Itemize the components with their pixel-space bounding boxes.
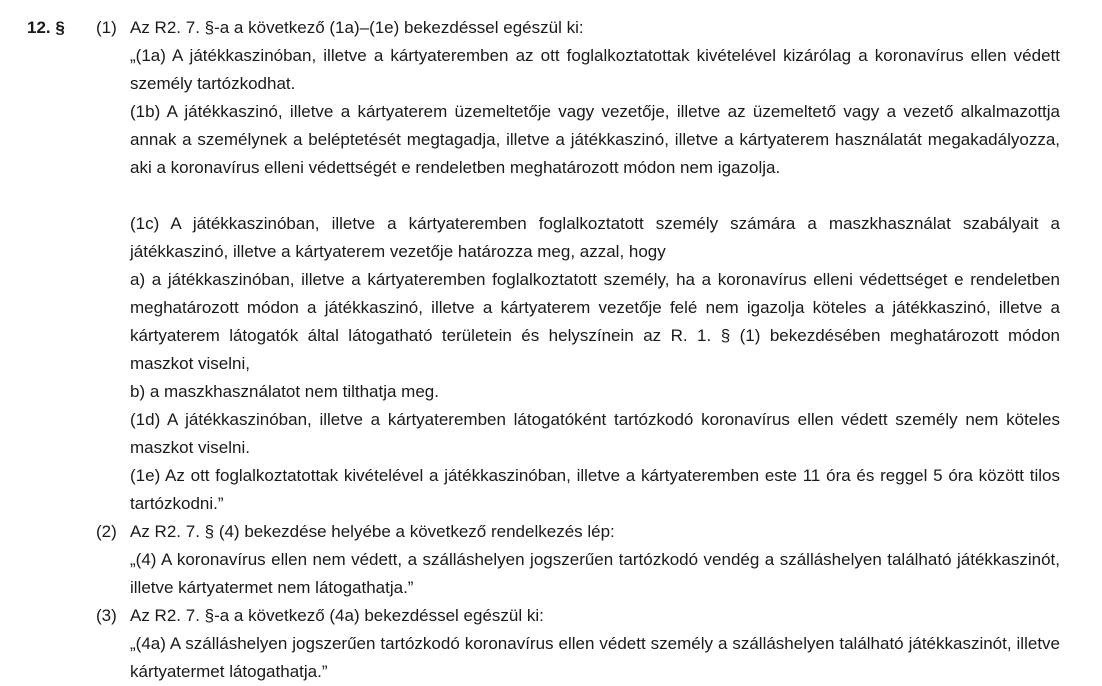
amendment-1d: (1d) A játékkaszinóban, illetve a kártyateremben látogatóként tartózkodó koronavírus ellen védett személy nem köteles maszkot viselni. <box>130 410 1060 457</box>
paragraph-number: (1) <box>96 18 117 37</box>
amendment-4: „(4) A koronavírus ellen nem védett, a szálláshelyen jogszerűen tartózkodó vendég a szálláshelyen található játékkaszinót, illetve kártyatermet nem látogathatja.” <box>130 550 1060 597</box>
amendment-1c: (1c) A játékkaszinóban, illetve a kártyateremben foglalkoztatott személy számára a maszkhasználat szabályait a játékkaszinó, illetve a kártyaterem vezetője határozza meg, azzal, hogy <box>130 214 1060 261</box>
paragraph-intro: Az R2. 7. §-a a következő (1a)–(1e) bekezdéssel egészül ki: <box>130 18 584 37</box>
amendment-1e: (1e) Az ott foglalkoztatottak kivételével a játékkaszinóban, illetve a kártyateremben este 11 óra és reggel 5 óra között tilos tartózkodni.” <box>130 466 1060 513</box>
paragraph-intro: Az R2. 7. § (4) bekezdése helyébe a következő rendelkezés lép: <box>130 522 615 541</box>
amendment-1c-point-a: a) a játékkaszinóban, illetve a kártyateremben foglalkoztatott személy, ha a koronavírus elleni védettséget e rendeletben meghatározott módon a játékkaszinó, illetve a kártyaterem vezetője felé nem igazolja köteles a játékkaszinó, illetve a kártyaterem látogatók által látogatható területein és helyszínein az R. 1. § (1) bekezdésében meghatározott módon maszkot viselni, <box>130 270 1060 373</box>
paragraph-intro: Az R2. 7. §-a a következő (4a) bekezdéssel egészül ki: <box>130 606 544 625</box>
section-number: 12. § <box>27 18 65 37</box>
amendment-1b: (1b) A játékkaszinó, illetve a kártyaterem üzemeltetője vagy vezetője, illetve az üzemeltető vagy a vezető alkalmazottja annak a személynek a beléptetését megtagadja, illetve a játékkaszinó, illetve a kártyaterem használatát megakadályozza, aki a koronavírus elleni védettségét e rendeletben meghatározott módon nem igazolja. <box>130 102 1060 177</box>
amendment-1c-point-b: b) a maszkhasználatot nem tilthatja meg. <box>130 382 439 401</box>
amendment-1a: „(1a) A játékkaszinóban, illetve a kártyateremben az ott foglalkoztatottak kivételével kizárólag a koronavírus ellen védett személy tartózkodhat. <box>130 46 1060 93</box>
paragraph-number: (3) <box>96 606 117 625</box>
amendment-4a: „(4a) A szálláshelyen jogszerűen tartózkodó koronavírus ellen védett személy a szálláshelyen található játékkaszinót, illetve kártyatermet látogathatja.” <box>130 634 1060 681</box>
paragraph-number: (2) <box>96 522 117 541</box>
